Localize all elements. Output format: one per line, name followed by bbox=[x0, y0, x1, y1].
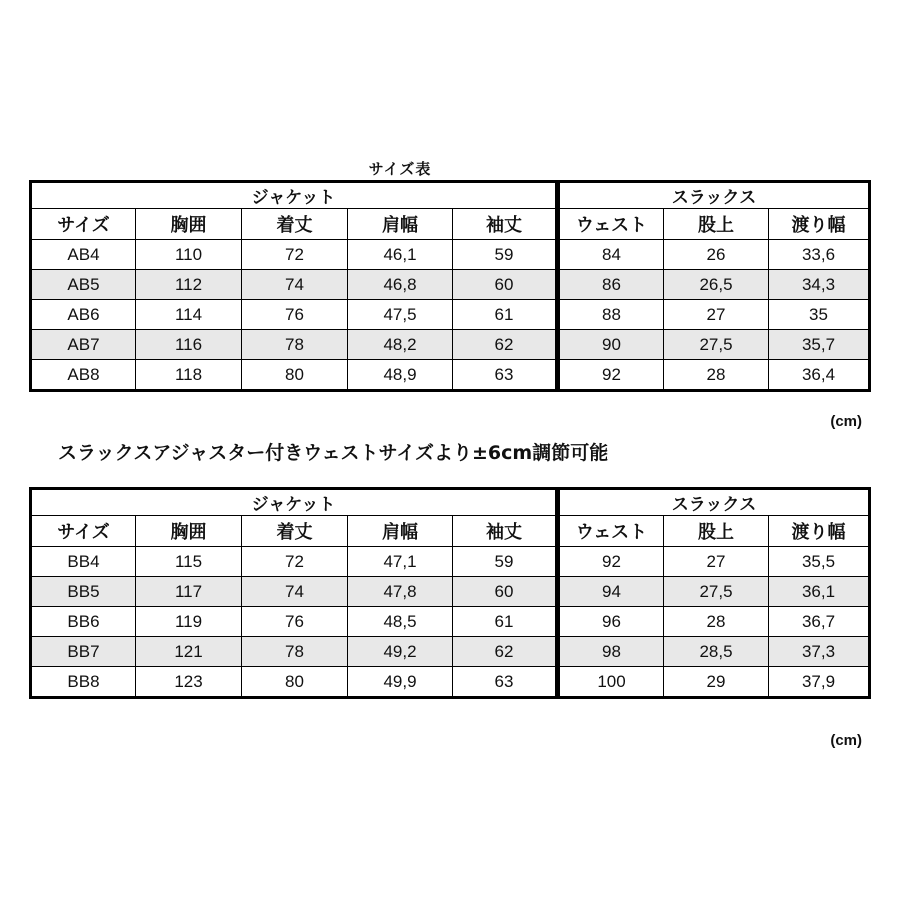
cell-rise: 27 bbox=[664, 300, 769, 330]
cell-sleeve: 60 bbox=[453, 577, 558, 607]
cell-shoulder: 46,8 bbox=[348, 270, 453, 300]
cell-chest: 118 bbox=[136, 360, 242, 391]
cell-rise: 26 bbox=[664, 240, 769, 270]
cell-length: 78 bbox=[242, 637, 348, 667]
column-header-size: サイズ bbox=[31, 516, 136, 547]
page-title: サイズ表 bbox=[368, 160, 432, 178]
column-header-length: 着丈 bbox=[242, 516, 348, 547]
column-header-row bbox=[31, 209, 870, 240]
cell-length: 76 bbox=[242, 300, 348, 330]
column-header-rise: 股上 bbox=[664, 516, 769, 547]
table-row bbox=[31, 240, 870, 270]
column-header-shoulder: 肩幅 bbox=[348, 516, 453, 547]
group-header-row bbox=[31, 489, 870, 516]
cell-rise: 28 bbox=[664, 607, 769, 637]
table-row bbox=[31, 577, 870, 607]
column-header-waist: ウェスト bbox=[558, 209, 664, 240]
cell-length: 76 bbox=[242, 607, 348, 637]
table-row bbox=[31, 270, 870, 300]
cell-rise: 27,5 bbox=[664, 577, 769, 607]
table-row bbox=[31, 547, 870, 577]
cell-waist: 94 bbox=[558, 577, 664, 607]
cell-sleeve: 63 bbox=[453, 667, 558, 698]
cell-chest: 119 bbox=[136, 607, 242, 637]
cell-rise: 28 bbox=[664, 360, 769, 391]
cell-waist: 98 bbox=[558, 637, 664, 667]
cell-size: AB8 bbox=[31, 360, 136, 391]
cell-thigh: 36,7 bbox=[769, 607, 870, 637]
group-header-row bbox=[31, 182, 870, 209]
cell-rise: 28,5 bbox=[664, 637, 769, 667]
column-header-row bbox=[31, 516, 870, 547]
cell-rise: 27 bbox=[664, 547, 769, 577]
cell-shoulder: 48,2 bbox=[348, 330, 453, 360]
cell-waist: 88 bbox=[558, 300, 664, 330]
cell-sleeve: 63 bbox=[453, 360, 558, 391]
cell-length: 72 bbox=[242, 240, 348, 270]
size-table-bb bbox=[29, 487, 871, 699]
table-row bbox=[31, 360, 870, 391]
cell-sleeve: 62 bbox=[453, 637, 558, 667]
cell-sleeve: 60 bbox=[453, 270, 558, 300]
cell-sleeve: 59 bbox=[453, 240, 558, 270]
cell-waist: 92 bbox=[558, 547, 664, 577]
cell-shoulder: 46,1 bbox=[348, 240, 453, 270]
cell-shoulder: 48,5 bbox=[348, 607, 453, 637]
cell-thigh: 34,3 bbox=[769, 270, 870, 300]
cell-thigh: 35,5 bbox=[769, 547, 870, 577]
cell-size: BB8 bbox=[31, 667, 136, 698]
cell-thigh: 36,1 bbox=[769, 577, 870, 607]
cell-thigh: 33,6 bbox=[769, 240, 870, 270]
cell-sleeve: 59 bbox=[453, 547, 558, 577]
cell-waist: 96 bbox=[558, 607, 664, 637]
column-header-length: 着丈 bbox=[242, 209, 348, 240]
column-header-sleeve: 袖丈 bbox=[453, 516, 558, 547]
adjuster-note: スラックスアジャスター付きウェストサイズより±6cm調節可能 bbox=[58, 442, 609, 464]
cell-sleeve: 62 bbox=[453, 330, 558, 360]
column-header-waist: ウェスト bbox=[558, 516, 664, 547]
cell-shoulder: 49,2 bbox=[348, 637, 453, 667]
cell-chest: 114 bbox=[136, 300, 242, 330]
cell-shoulder: 47,1 bbox=[348, 547, 453, 577]
cell-size: AB4 bbox=[31, 240, 136, 270]
cell-size: BB6 bbox=[31, 607, 136, 637]
cell-sleeve: 61 bbox=[453, 300, 558, 330]
cell-chest: 115 bbox=[136, 547, 242, 577]
column-header-sleeve: 袖丈 bbox=[453, 209, 558, 240]
column-header-chest: 胸囲 bbox=[136, 209, 242, 240]
cell-size: AB6 bbox=[31, 300, 136, 330]
column-header-thigh: 渡り幅 bbox=[769, 516, 870, 547]
cell-size: BB7 bbox=[31, 637, 136, 667]
cell-thigh: 37,9 bbox=[769, 667, 870, 698]
group-header-slacks: スラックス bbox=[558, 182, 870, 209]
cell-size: AB7 bbox=[31, 330, 136, 360]
table-row bbox=[31, 667, 870, 698]
unit-label: (cm) bbox=[830, 732, 862, 749]
cell-chest: 116 bbox=[136, 330, 242, 360]
table-row bbox=[31, 607, 870, 637]
size-table-ab bbox=[29, 180, 871, 392]
cell-chest: 112 bbox=[136, 270, 242, 300]
group-header-jacket: ジャケット bbox=[31, 489, 558, 516]
cell-thigh: 37,3 bbox=[769, 637, 870, 667]
cell-rise: 27,5 bbox=[664, 330, 769, 360]
cell-chest: 121 bbox=[136, 637, 242, 667]
cell-shoulder: 47,5 bbox=[348, 300, 453, 330]
cell-length: 80 bbox=[242, 360, 348, 391]
cell-waist: 86 bbox=[558, 270, 664, 300]
cell-size: BB5 bbox=[31, 577, 136, 607]
cell-length: 74 bbox=[242, 577, 348, 607]
cell-sleeve: 61 bbox=[453, 607, 558, 637]
column-header-shoulder: 肩幅 bbox=[348, 209, 453, 240]
cell-rise: 29 bbox=[664, 667, 769, 698]
cell-chest: 123 bbox=[136, 667, 242, 698]
table-row bbox=[31, 330, 870, 360]
column-header-thigh: 渡り幅 bbox=[769, 209, 870, 240]
cell-shoulder: 49,9 bbox=[348, 667, 453, 698]
cell-size: BB4 bbox=[31, 547, 136, 577]
cell-waist: 90 bbox=[558, 330, 664, 360]
cell-length: 78 bbox=[242, 330, 348, 360]
cell-thigh: 35 bbox=[769, 300, 870, 330]
cell-length: 72 bbox=[242, 547, 348, 577]
cell-size: AB5 bbox=[31, 270, 136, 300]
unit-label: (cm) bbox=[830, 413, 862, 430]
column-header-chest: 胸囲 bbox=[136, 516, 242, 547]
cell-shoulder: 47,8 bbox=[348, 577, 453, 607]
table-row bbox=[31, 300, 870, 330]
cell-thigh: 35,7 bbox=[769, 330, 870, 360]
column-header-rise: 股上 bbox=[664, 209, 769, 240]
cell-chest: 117 bbox=[136, 577, 242, 607]
group-header-jacket: ジャケット bbox=[31, 182, 558, 209]
column-header-size: サイズ bbox=[31, 209, 136, 240]
group-header-slacks: スラックス bbox=[558, 489, 870, 516]
cell-shoulder: 48,9 bbox=[348, 360, 453, 391]
cell-waist: 84 bbox=[558, 240, 664, 270]
cell-rise: 26,5 bbox=[664, 270, 769, 300]
cell-length: 80 bbox=[242, 667, 348, 698]
table-row bbox=[31, 637, 870, 667]
cell-waist: 100 bbox=[558, 667, 664, 698]
cell-chest: 110 bbox=[136, 240, 242, 270]
cell-length: 74 bbox=[242, 270, 348, 300]
cell-waist: 92 bbox=[558, 360, 664, 391]
cell-thigh: 36,4 bbox=[769, 360, 870, 391]
